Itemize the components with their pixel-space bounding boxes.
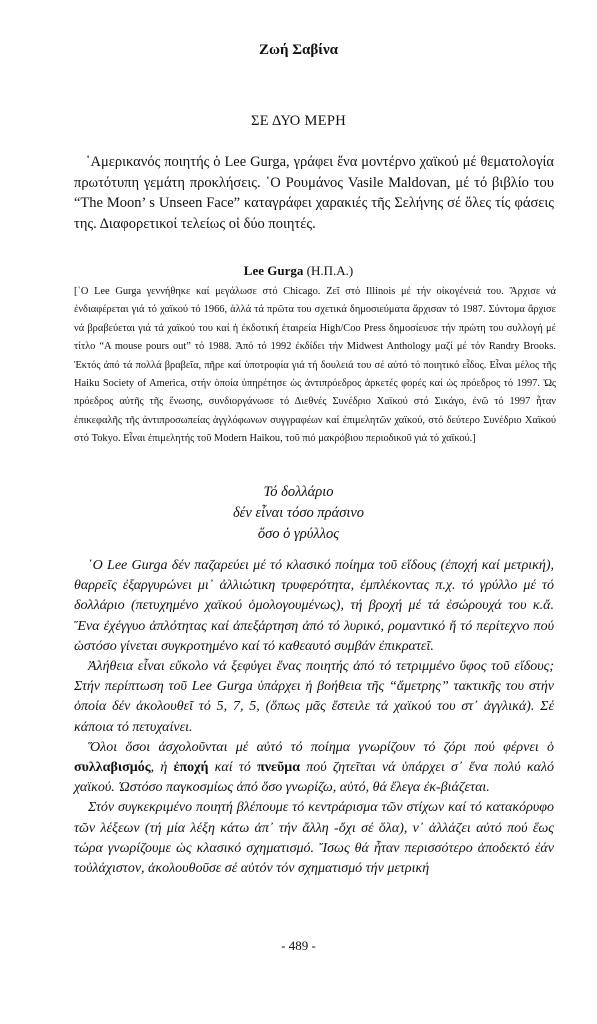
biography-note: [῾Ο Lee Gurga γεννήθηκε καί μεγάλωσε στό Chicago. Ζεῖ στό Illinois μέ τήν οἰκογένειά του. Ἄρχισε νά ἐνδιαφέρεται γιά τό χαϊκού τό 1966, ἀλλά τά πρῶτα του σχετικά δημοσιεύματα ἄρχισαν τό 1987. Σύντομα ἄρχισε νά βραβεύεται γιά τά χαϊκού του καί ἡ ἐκδοτική ἑταιρεία High/Coo Press δημοσίευσε τήν πρώτη του συλλογή μέ τίτλο “A mouse pours out” τό 1988. Ἀπό τό 1992 ἐκδίδει τήν Midwest Anthology μαζί μέ τόν Randry Brooks. Ἐκτός ἀπό τά πολλά βραβεῖα, πῆρε καί ὑποτροφία γιά τή δουλειά του σέ αὐτό τό ποιητικό εἶδος. Εἶναι μέλος τῆς Haiku Society of America, στήν ὁποία ὑπηρέτησε ὡς ἀντιπρόεδρος ἀρκετές φορές καί ὡς πρόεδρος τό 1997. Ὡς πρόεδρος αὐτῆς τῆς ἕνωσης, συνδιοργάνωσε τό Διεθνές Συνέδριο Χαϊκού στό Σικάγο, ἐνῶ τό 1997 ἦταν ἐπικεφαλῆς τῆς ἀντιπροσωπείας ἀγγλόφωνων συγγραφέων καί ἐπιμελητῶν χαϊκού, στό δεύτερο Συνέδριο Χαϊκού στό Tokyo. Εἶναι ἐπιμελητής τοῦ Modern Haikou, τοῦ πιό μακρόβιου περιοδικοῦ γιά τό χαϊκού.] <box>74 286 556 445</box>
commentary <box>74 556 554 879</box>
poem-line-2: δέν εἶναι τόσο πράσινο <box>232 505 365 521</box>
text-run: καί τό <box>208 760 258 776</box>
text-run: δέν παζαρεύει μέ τό κλασικό ποίημα τοῦ εἴδους (ἐποχή καί μετρική), θαρρεῖς ἐξαργυρώνει μι᾿ ἀλλιώτικη τρυφερότητα, ἐμπλέκοντας π.χ. τό γρύλλο μέ τό δολλάριο (πετυχημένο χαϊκού ὁμολογουμένως), τή βροχή μέ τά ἐσώρουχά του κ.ἄ. Ἕνα ἐχέγγυο ἁπλότητας καί ἀπεξάρτηση ἀπό τό λυρικό, ρομαντικό ἤ τό περίτεχνο πού ὡστόσο γίνεται συγκροτημένο καί τό καθεαυτό συμβάν ἐπικρατεῖ. <box>74 558 555 654</box>
intro-paragraph <box>74 152 554 234</box>
commentary-paragraph-4: Στόν συγκεκριμένο ποιητή βλέπουμε τό κεντράρισμα τῶν στίχων καί τό κατακόρυφο τῶν λέξεων (τή μία λέξη κάτω ἀπ᾿ τήν ἄλλη -ὄχι σέ ὅλα), ν᾿ ἀλλάζει αὐτό πού ἕως τώρα γνωρίζουμε ὡς κλασικό σχηματισμό. Ἴσως θά ἦταν περισσότερο ἀποδεκτό ἐάν τοὐλάχιστον, ἀκολουθοῦσε σέ αὐτόν τόν σχηματισμό τήν μετρική <box>74 800 554 877</box>
page-number: - 489 - <box>281 938 316 953</box>
commentary-paragraph-3 <box>74 738 554 799</box>
poet-name-inline: Lee Gurga <box>107 558 168 573</box>
term-spirit: πνεῦμα <box>257 760 301 776</box>
poet-name-inline: Lee Gurga <box>191 679 253 695</box>
text-run: πού ζητεῖται νά ὑπάρχει σ᾿ ἕνα πολύ καλό χαϊκού. Ὡστόσο παγκοσμίως ἀπό ὅσο γνωρίζω, αὐτό, θά ἔλεγα ἐκ-βιάζεται. <box>74 760 555 796</box>
poet-name: Lee Gurga <box>243 263 304 278</box>
term-syllabication: συλλαβισμός <box>74 760 151 776</box>
text-run: Ὅλοι ὅσοι ἀσχολοῦνται μέ αὐτό τό ποίημα γνωρίζουν τό ζόρι πού φέρνει ὁ <box>88 739 554 755</box>
text-run: , ἡ <box>150 760 174 776</box>
text-run: Ἀλήθεια εἶναι εὔκολο νά ξεφύγει ἕνας ποιητής ἀπό τό τετριμμένο ὕφος τοῦ εἴδους; Στήν περίπτωση τοῦ <box>74 659 554 695</box>
poem-line-3: ὅσο ὁ γρύλλος <box>257 526 340 542</box>
intro-text: ῾Αμερικανός ποιητής ὁ Lee Gurga, γράφει ἕνα μοντέρνο χαϊκού μέ θεματολογία πρωτότυπη γεμάτη προκλήσεις. ῾Ο Ρουμάνος Vasile Maldovan, μέ τό βιβλίο του “The Moon’ s Unseen Face” καταγράφει χαρακιές τῆς Σελήνης σέ ὅλες τίς φάσεις της. Διαφορετικοί τελείως οἱ δύο ποιητές. <box>74 154 554 232</box>
running-header-author: Ζωή Σαβίνα <box>258 42 339 58</box>
section-heading <box>0 263 597 279</box>
commentary-paragraph-1 <box>74 556 554 657</box>
text-run: ὑπάρχει ἡ βοήθεια τῆς “ἄμετρης” τακτικῆς του στήν ὁποία δέν ἀκολουθεῖ τό 5, 7, 5, (ὅπως μᾶς ἔστειλε τά χαϊκού του στ᾿ ἀγγλικά). Σέ κάποια τό πετυχαίνει. <box>74 679 554 735</box>
poem-line-1: Τό δολλάριο <box>263 484 334 500</box>
term-season: ἐποχή <box>173 760 209 776</box>
text-run: ῾Ο <box>88 558 108 573</box>
haiku-poem <box>0 482 597 545</box>
article-title: ΣΕ ΔΥΟ ΜΕΡΗ <box>251 113 346 129</box>
commentary-paragraph-2 <box>74 657 554 738</box>
poet-country: (Η.Π.Α.) <box>303 263 354 278</box>
